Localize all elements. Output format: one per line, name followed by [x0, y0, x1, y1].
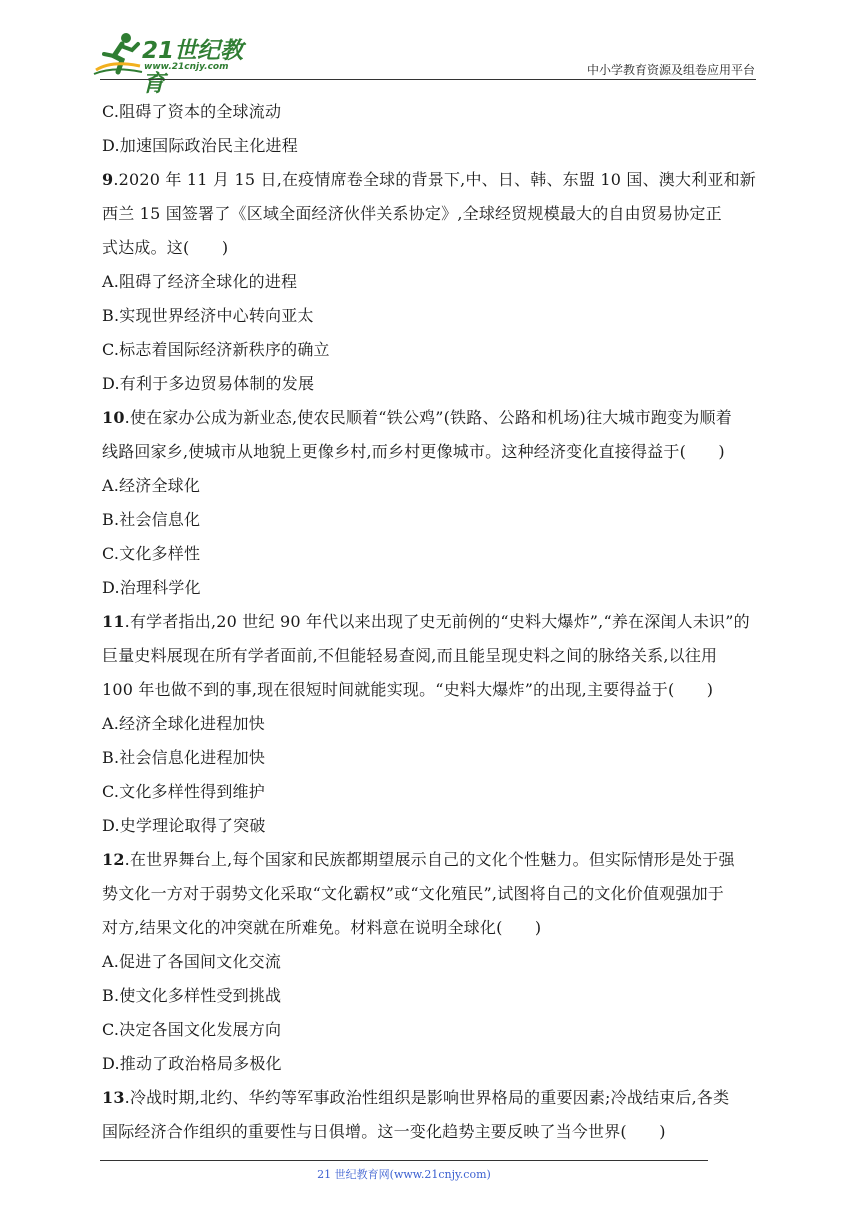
text-line — [102, 100, 762, 124]
line-text: B.社会信息化进程加快 — [102, 748, 266, 767]
line-text: C.文化多样性得到维护 — [102, 782, 265, 801]
line-text: A.促进了各国间文化交流 — [102, 952, 282, 971]
line-text: C.阻碍了资本的全球流动 — [102, 102, 282, 121]
line-text: D.加速国际政治民主化进程 — [102, 136, 298, 155]
text-line — [102, 202, 762, 226]
line-text: B.实现世界经济中心转向亚太 — [102, 306, 314, 325]
text-line — [102, 236, 762, 260]
text-line — [102, 916, 762, 940]
text-line — [102, 984, 762, 1008]
page-footer: 21 世纪教育网(www.21cnjy.com) — [317, 1168, 491, 1181]
line-text: .2020 年 11 月 15 日,在疫情席卷全球的背景下,中、日、韩、东盟 10 国、澳大利亚和新 — [113, 170, 757, 189]
text-line — [102, 746, 762, 770]
line-text: 100 年也做不到的事,现在很短时间就能实现。“史料大爆炸”的出现,主要得益于( ) — [102, 680, 714, 699]
question-number: 9 — [102, 170, 114, 189]
text-line — [102, 1120, 762, 1144]
line-text: B.使文化多样性受到挑战 — [102, 986, 282, 1005]
site-logo — [92, 30, 262, 97]
text-line — [102, 712, 762, 736]
footer-divider — [100, 1160, 708, 1161]
line-text: 巨量史料展现在所有学者面前,不但能轻易查阅,而且能呈现史料之间的脉络关系,以往用 — [102, 646, 718, 665]
line-text: 对方,结果文化的冲突就在所难免。材料意在说明全球化( ) — [102, 918, 542, 937]
text-line — [102, 304, 762, 328]
logo-url: www.21cnjy.com — [144, 62, 229, 72]
text-line — [102, 1052, 762, 1076]
question-number: 11 — [102, 612, 125, 631]
question-stem-line — [102, 848, 762, 872]
line-text: .使在家办公成为新业态,使农民顺着“铁公鸡”(铁路、公路和机场)往大城市跑变为顺着 — [124, 408, 732, 427]
text-line — [102, 678, 762, 702]
question-number: 13 — [102, 1088, 125, 1107]
line-text: .有学者指出,20 世纪 90 年代以来出现了史无前例的“史料大爆炸”,“养在深闺人未识”的 — [124, 612, 750, 631]
line-text: D.治理科学化 — [102, 578, 201, 597]
text-line — [102, 780, 762, 804]
text-line — [102, 950, 762, 974]
line-text: A.阻碍了经济全球化的进程 — [102, 272, 298, 291]
text-line — [102, 440, 762, 464]
question-stem-line — [102, 610, 762, 634]
text-line — [102, 474, 762, 498]
text-line — [102, 814, 762, 838]
text-line — [102, 372, 762, 396]
page-header — [0, 0, 860, 97]
text-line — [102, 576, 762, 600]
line-text: D.有利于多边贸易体制的发展 — [102, 374, 315, 393]
runner-logo-icon — [92, 30, 144, 78]
text-line — [102, 542, 762, 566]
platform-label: 中小学教育资源及组卷应用平台 — [586, 63, 755, 77]
line-text: C.决定各国文化发展方向 — [102, 1020, 282, 1039]
line-text: D.推动了政治格局多极化 — [102, 1054, 282, 1073]
question-number: 12 — [102, 850, 125, 869]
text-line — [102, 270, 762, 294]
line-text: 线路回家乡,使城市从地貌上更像乡村,而乡村更像城市。这种经济变化直接得益于( ) — [102, 442, 725, 461]
line-text: C.文化多样性 — [102, 544, 201, 563]
text-line — [102, 134, 762, 158]
line-text: 西兰 15 国签署了《区域全面经济伙伴关系协定》,全球经贸规模最大的自由贸易协定正 — [102, 204, 722, 223]
question-number: 10 — [102, 408, 125, 427]
question-stem-line — [102, 406, 762, 430]
line-text: C.标志着国际经济新秩序的确立 — [102, 340, 330, 359]
text-line — [102, 882, 762, 906]
line-text: .冷战时期,北约、华约等军事政治性组织是影响世界格局的重要因素;冷战结束后,各类 — [124, 1088, 730, 1107]
header-divider — [100, 79, 756, 80]
text-line — [102, 338, 762, 362]
line-text: 国际经济合作组织的重要性与日俱增。这一变化趋势主要反映了当今世界( ) — [102, 1122, 666, 1141]
line-text: A.经济全球化 — [102, 476, 201, 495]
logo-text: 21世纪教育 — [142, 38, 244, 97]
text-line — [102, 644, 762, 668]
question-stem-line — [102, 1086, 762, 1110]
line-text: 势文化一方对于弱势文化采取“文化霸权”或“文化殖民”,试图将自己的文化价值观强加于 — [102, 884, 725, 903]
line-text: D.史学理论取得了突破 — [102, 816, 266, 835]
question-content — [102, 100, 762, 1154]
line-text: .在世界舞台上,每个国家和民族都期望展示自己的文化个性魅力。但实际情形是处于强 — [124, 850, 735, 869]
line-text: A.经济全球化进程加快 — [102, 714, 265, 733]
line-text: B.社会信息化 — [102, 510, 201, 529]
line-text: 式达成。这( ) — [102, 238, 229, 257]
question-stem-line — [102, 168, 762, 192]
text-line — [102, 1018, 762, 1042]
text-line — [102, 508, 762, 532]
